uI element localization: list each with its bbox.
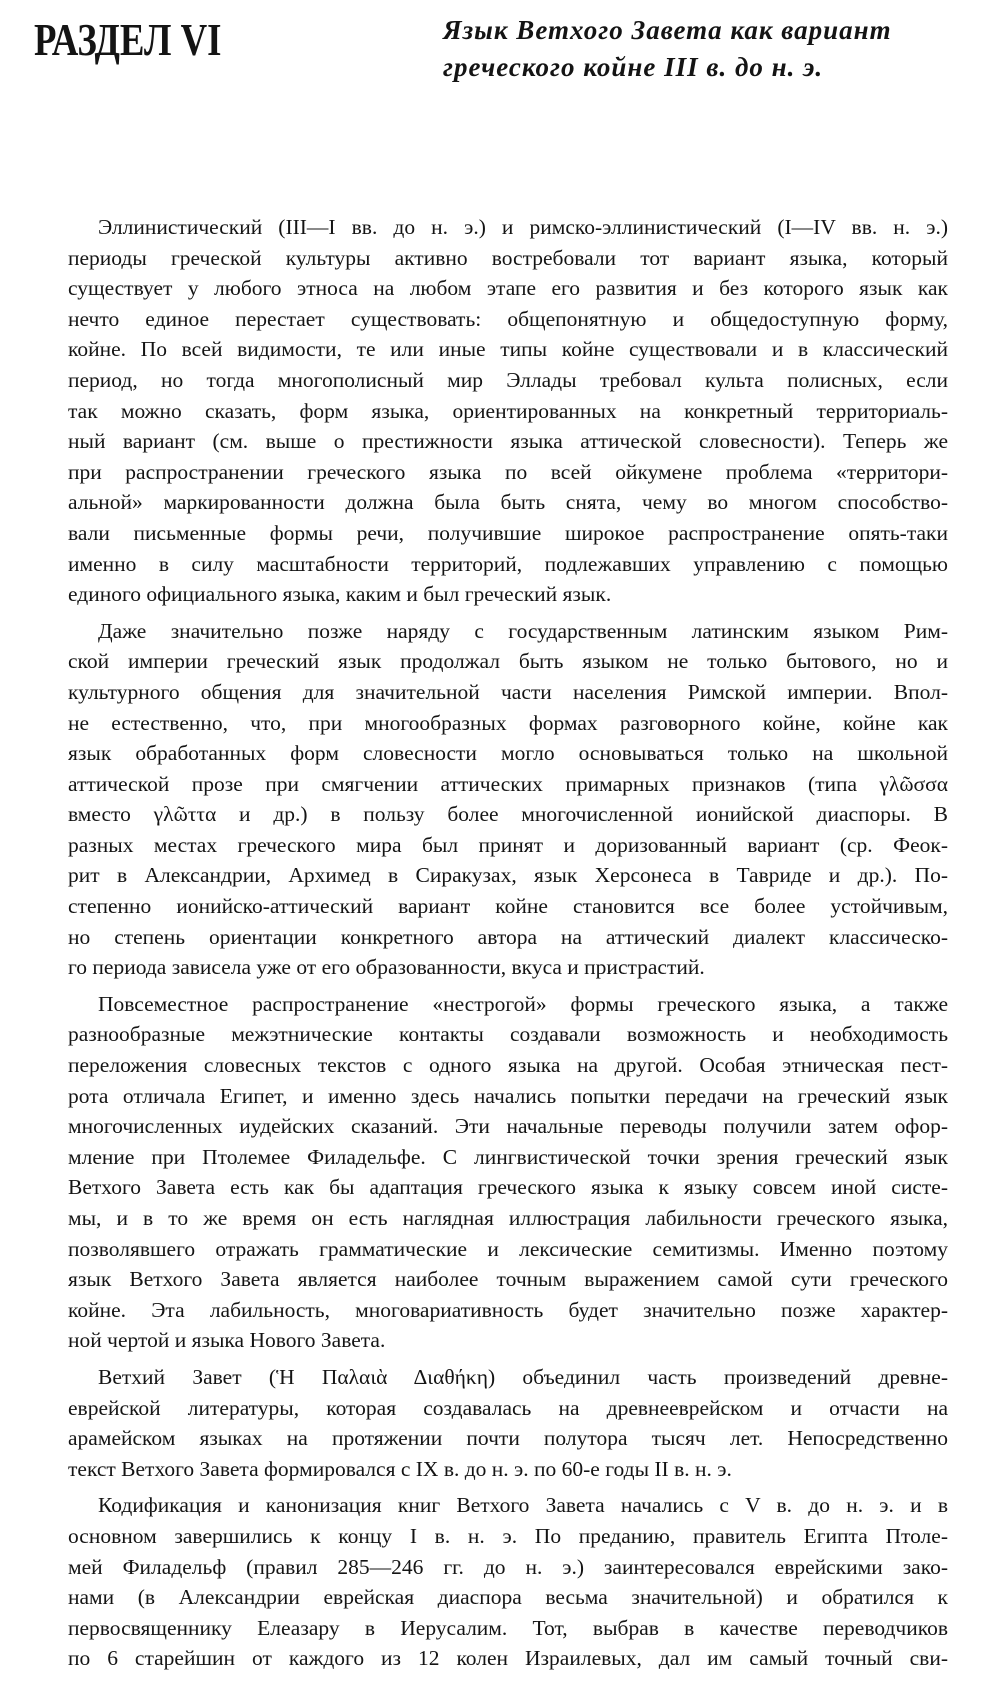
paragraph-5-line: нами (в Александрии еврейская диаспора весьма значительной) и обратился к [68, 1585, 948, 1610]
paragraph-5-line: Кодификация и канонизация книг Ветхого Завета начались с V в. до н. э. и в [98, 1493, 948, 1518]
paragraph-1-line: Эллинистический (III—I вв. до н. э.) и римско-эллинистический (I—IV вв. н. э.) [98, 215, 948, 239]
paragraph-5-line: основном завершились к концу I в. н. э. По преданию, правитель Египта Птоле- [68, 1523, 948, 1548]
paragraph-3-line: мы, и в то же время он есть наглядная иллюстрация лабильности греческого языка, [68, 1206, 948, 1230]
paragraph-2-line: степенно ионийско-аттический вариант койне становится все более устойчивым, [68, 894, 948, 919]
paragraph-2-line: ской империи греческий язык продолжал быть языком не только бытового, но и [68, 649, 948, 674]
paragraph-2-line: но степень ориентации конкретного автора на аттический диалект классическо- [68, 924, 948, 949]
paragraph-1-line: единого официального языка, каким и был греческий язык. [68, 582, 612, 607]
paragraph-5-line: первосвященнику Елеазару в Иерусалим. Тот, выбрав в качестве переводчиков [68, 1615, 948, 1640]
paragraph-1-line: нечто единое перестает существовать: общепонятную и общедоступную форму, [68, 306, 948, 331]
paragraph-2-line: разных местах греческого мира был принят и доризованный вариант (ср. Феок- [68, 832, 948, 857]
paragraph-5-line: мей Филадельф (правил 285—246 гг. до н. э.) заинтересовался еврейскими зако- [68, 1554, 948, 1579]
paragraph-3-line: Ветхого Завета есть как бы адаптация греческого языка к языку совсем иной систе- [68, 1175, 948, 1200]
chapter-title-line-2: греческого койне III в. до н. э. [443, 52, 824, 82]
paragraph-2-line: аттической прозе при смягчении аттических примарных признаков (типа γλῶσσα [68, 771, 948, 796]
paragraph-3-line: рота отличала Египет, и именно здесь начались попытки передачи на греческий язык [68, 1083, 948, 1108]
chapter-title-line-1: Язык Ветхого Завета как вариант [443, 15, 892, 45]
paragraph-2-line: не естественно, что, при многообразных формах разговорного койне, койне как [68, 710, 948, 735]
paragraph-3-line: мление при Птолемее Филадельфе. С лингвистической точки зрения греческий язык [68, 1144, 948, 1169]
paragraph-2-line: го периода зависела уже от его образованности, вкуса и пристрастий. [68, 955, 705, 980]
paragraph-3-line: язык Ветхого Завета является наиболее точным выражением самой сути греческого [68, 1267, 948, 1292]
paragraph-3-line: Повсеместное распространение «нестрогой» формы греческого языка, а также [98, 991, 948, 1016]
paragraph-1-line: при распространении греческого языка по всей ойкумене проблема «территори- [68, 459, 948, 484]
paragraph-1-line: период, но тогда многополисный мир Эллады требовал культа полисных, если [68, 367, 948, 392]
paragraph-3-line: позволявшего отражать грамматические и лексические семитизмы. Именно поэтому [68, 1236, 948, 1261]
paragraph-3-line: многочисленных иудейских сказаний. Эти начальные переводы получили затем офор- [68, 1114, 948, 1139]
paragraph-2-line: вместо γλῶττα и др.) в пользу более многочисленной ионийской диаспоры. В [68, 802, 948, 827]
paragraph-4-line: еврейской литературы, которая создавалась на древнееврейском и отчасти на [68, 1395, 948, 1420]
paragraph-2-line: культурного общения для значительной части населения Римской империи. Впол- [68, 679, 948, 704]
paragraph-5-line: по 6 старейшин от каждого из 12 колен Израилевых, дал им самый точный сви- [68, 1646, 948, 1671]
body-text [68, 212, 948, 1680]
paragraph-3-line: разнообразные межэтнические контакты создавали возможность и необходимость [68, 1022, 948, 1047]
paragraph-3-line: койне. Эта лабильность, многовариативность будет значительно позже характер- [68, 1297, 948, 1322]
paragraph-1-line: койне. По всей видимости, те или иные типы койне существовали и в классический [68, 337, 948, 362]
paragraph-1-line: ный вариант (см. выше о престижности языка аттической словесности). Теперь же [68, 429, 948, 454]
paragraph-2-line: Даже значительно позже наряду с государственным латинским языком Рим- [98, 618, 948, 643]
paragraph-3-line: переложения словесных текстов с одного языка на другой. Особая этническая пест- [68, 1053, 948, 1078]
paragraph-5 [68, 1490, 948, 1674]
paragraph-4-line: арамейском языках на протяжении почти полутора тысяч лет. Непосредственно [68, 1426, 948, 1451]
paragraph-4 [68, 1362, 948, 1484]
paragraph-1-line: альной» маркированности должна была быть снята, чему во многом способство- [68, 490, 948, 515]
paragraph-2-line: рит в Александрии, Архимед в Сиракузах, язык Херсонеса в Тавриде и др.). По- [68, 863, 948, 888]
paragraph-2 [68, 616, 948, 983]
paragraph-1-line: вали письменные формы речи, получившие широкое распространение опять-таки [68, 520, 948, 545]
section-label: РАЗДЕЛ VI [34, 14, 222, 65]
chapter-title [443, 12, 963, 86]
paragraph-2-line: язык обработанных форм словесности могло основываться только на школьной [68, 741, 948, 766]
paragraph-4-line: Ветхий Завет (Ἡ Παλαιὰ Διαθήκη) объединил часть произведений древне- [98, 1364, 948, 1389]
paragraph-1-line: периоды греческой культуры активно востребовали тот вариант языка, который [68, 245, 948, 270]
paragraph-1-line: именно в силу масштабности территорий, подлежавших управлению с помощью [68, 551, 948, 576]
paragraph-1-line: существует у любого этноса на любом этапе его развития и без которого язык как [68, 276, 948, 301]
paragraph-3 [68, 989, 948, 1356]
paragraph-1-line: так можно сказать, форм языка, ориентированных на конкретный территориаль- [68, 398, 948, 423]
paragraph-3-line: ной чертой и языка Нового Завета. [68, 1328, 386, 1353]
paragraph-4-line: текст Ветхого Завета формировался с IX в. до н. э. по 60-е годы II в. н. э. [68, 1456, 732, 1481]
paragraph-1 [68, 212, 948, 610]
